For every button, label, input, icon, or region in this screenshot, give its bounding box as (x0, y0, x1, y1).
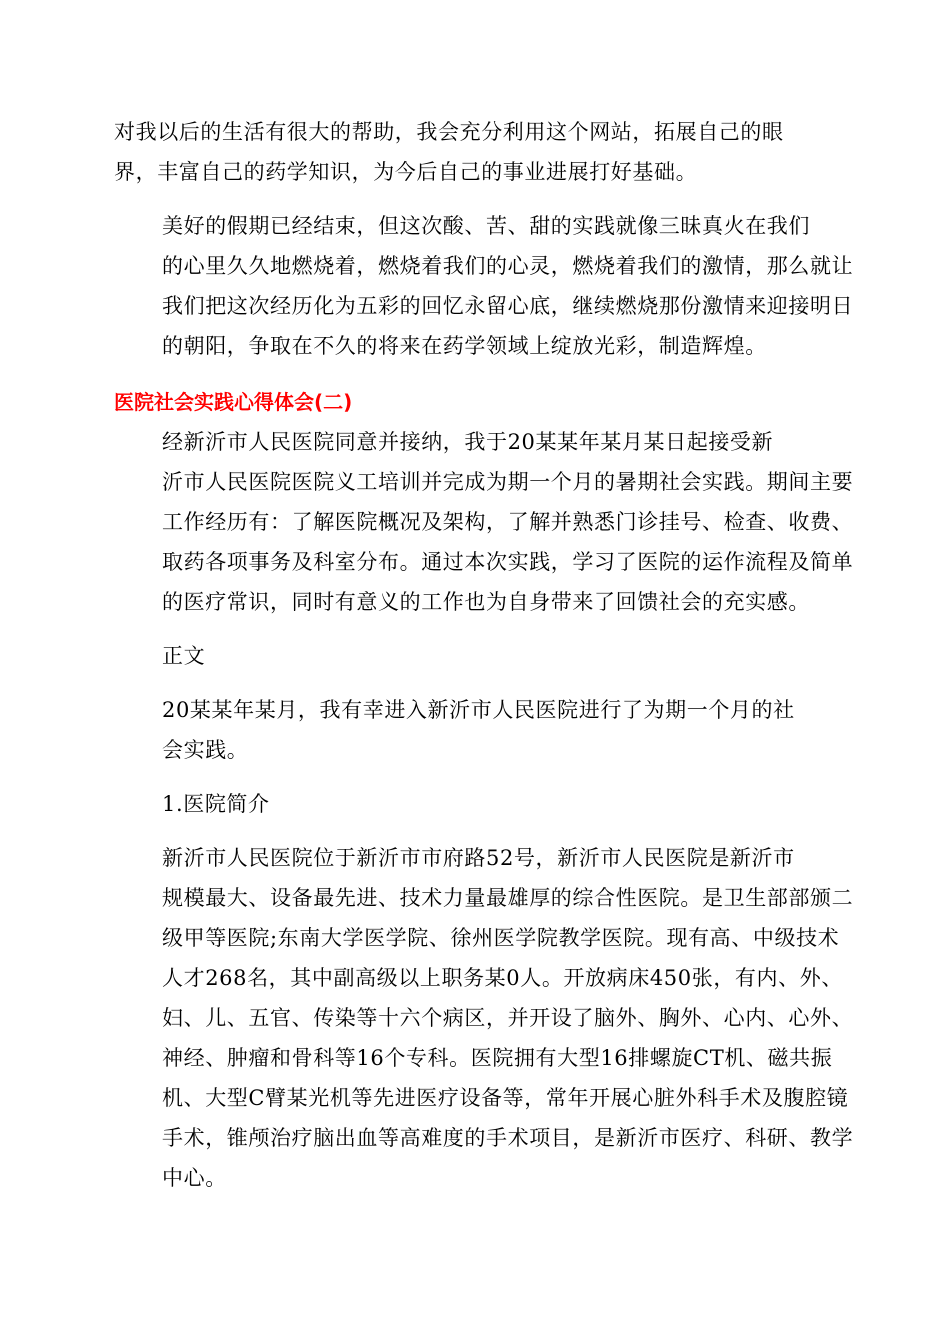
text-line: 美好的假期已经结束，但这次酸、苦、甜的实践就像三昧真火在我们 (162, 214, 810, 238)
text-line: 妇、儿、五官、传染等十六个病区，并开设了脑外、胸外、心内、心外、 (162, 1006, 854, 1030)
text-line: 1.医院简介 (162, 792, 270, 816)
text-line: 机、大型C臂某光机等先进医疗设备等，常年开展心脏外科手术及腹腔镜 (162, 1086, 849, 1110)
paragraph-subheading (114, 784, 840, 824)
paragraph-continuation (114, 112, 840, 192)
paragraph-intro (114, 422, 854, 622)
text-line: 的心里久久地燃烧着，燃烧着我们的心灵，燃烧着我们的激情，那么就让 (162, 254, 854, 278)
text-line: 工作经历有：了解医院概况及架构，了解并熟悉门诊挂号、检查、收费、 (162, 510, 854, 534)
section-heading: 医院社会实践心得体会(二) (114, 390, 353, 414)
text-line: 会实践。 (162, 738, 249, 762)
text-line: 级甲等医院;东南大学医学院、徐州医学院教学医院。现有高、中级技术 (162, 926, 840, 950)
paragraph-closing (114, 206, 854, 366)
text-line: 神经、肿瘤和骨科等16个专科。医院拥有大型16排螺旋CT机、磁共振 (162, 1046, 833, 1070)
text-line: 取药各项事务及科室分布。通过本次实践，学习了医院的运作流程及简单 (162, 550, 854, 574)
text-line: 新沂市人民医院位于新沂市市府路52号，新沂市人民医院是新沂市 (162, 846, 795, 870)
text-line: 的医疗常识，同时有意义的工作也为自身带来了回馈社会的充实感。 (162, 590, 810, 614)
text-line: 经新沂市人民医院同意并接纳，我于20某某年某月某日起接受新 (162, 430, 774, 454)
text-line: 人才268名，其中副高级以上职务某0人。开放病床450张，有内、外、 (162, 966, 843, 990)
text-line: 界，丰富自己的药学知识，为今后自己的事业进展打好基础。 (114, 160, 698, 184)
text-line: 沂市人民医院医院义工培训并完成为期一个月的暑期社会实践。期间主要 (162, 470, 854, 494)
document-page (114, 112, 854, 1198)
text-line: 规模最大、设备最先进、技术力量最雄厚的综合性医院。是卫生部部颁二 (162, 886, 854, 910)
text-line: 我们把这次经历化为五彩的回忆永留心底，继续燃烧那份激情来迎接明日 (162, 294, 854, 318)
text-line: 中心。 (162, 1166, 227, 1190)
paragraph-date (114, 690, 840, 770)
paragraph-hospital-intro (114, 838, 854, 1198)
paragraph-body-label (114, 636, 840, 676)
text-line: 的朝阳，争取在不久的将来在药学领域上绽放光彩，制造辉煌。 (162, 334, 767, 358)
text-line: 对我以后的生活有很大的帮助，我会充分利用这个网站，拓展自己的眼 (114, 120, 784, 144)
text-line: 手术，锥颅治疗脑出血等高难度的手术项目，是新沂市医疗、科研、教学 (162, 1126, 854, 1150)
text-line: 正文 (162, 644, 206, 668)
text-line: 20某某年某月，我有幸进入新沂市人民医院进行了为期一个月的社 (162, 698, 795, 722)
